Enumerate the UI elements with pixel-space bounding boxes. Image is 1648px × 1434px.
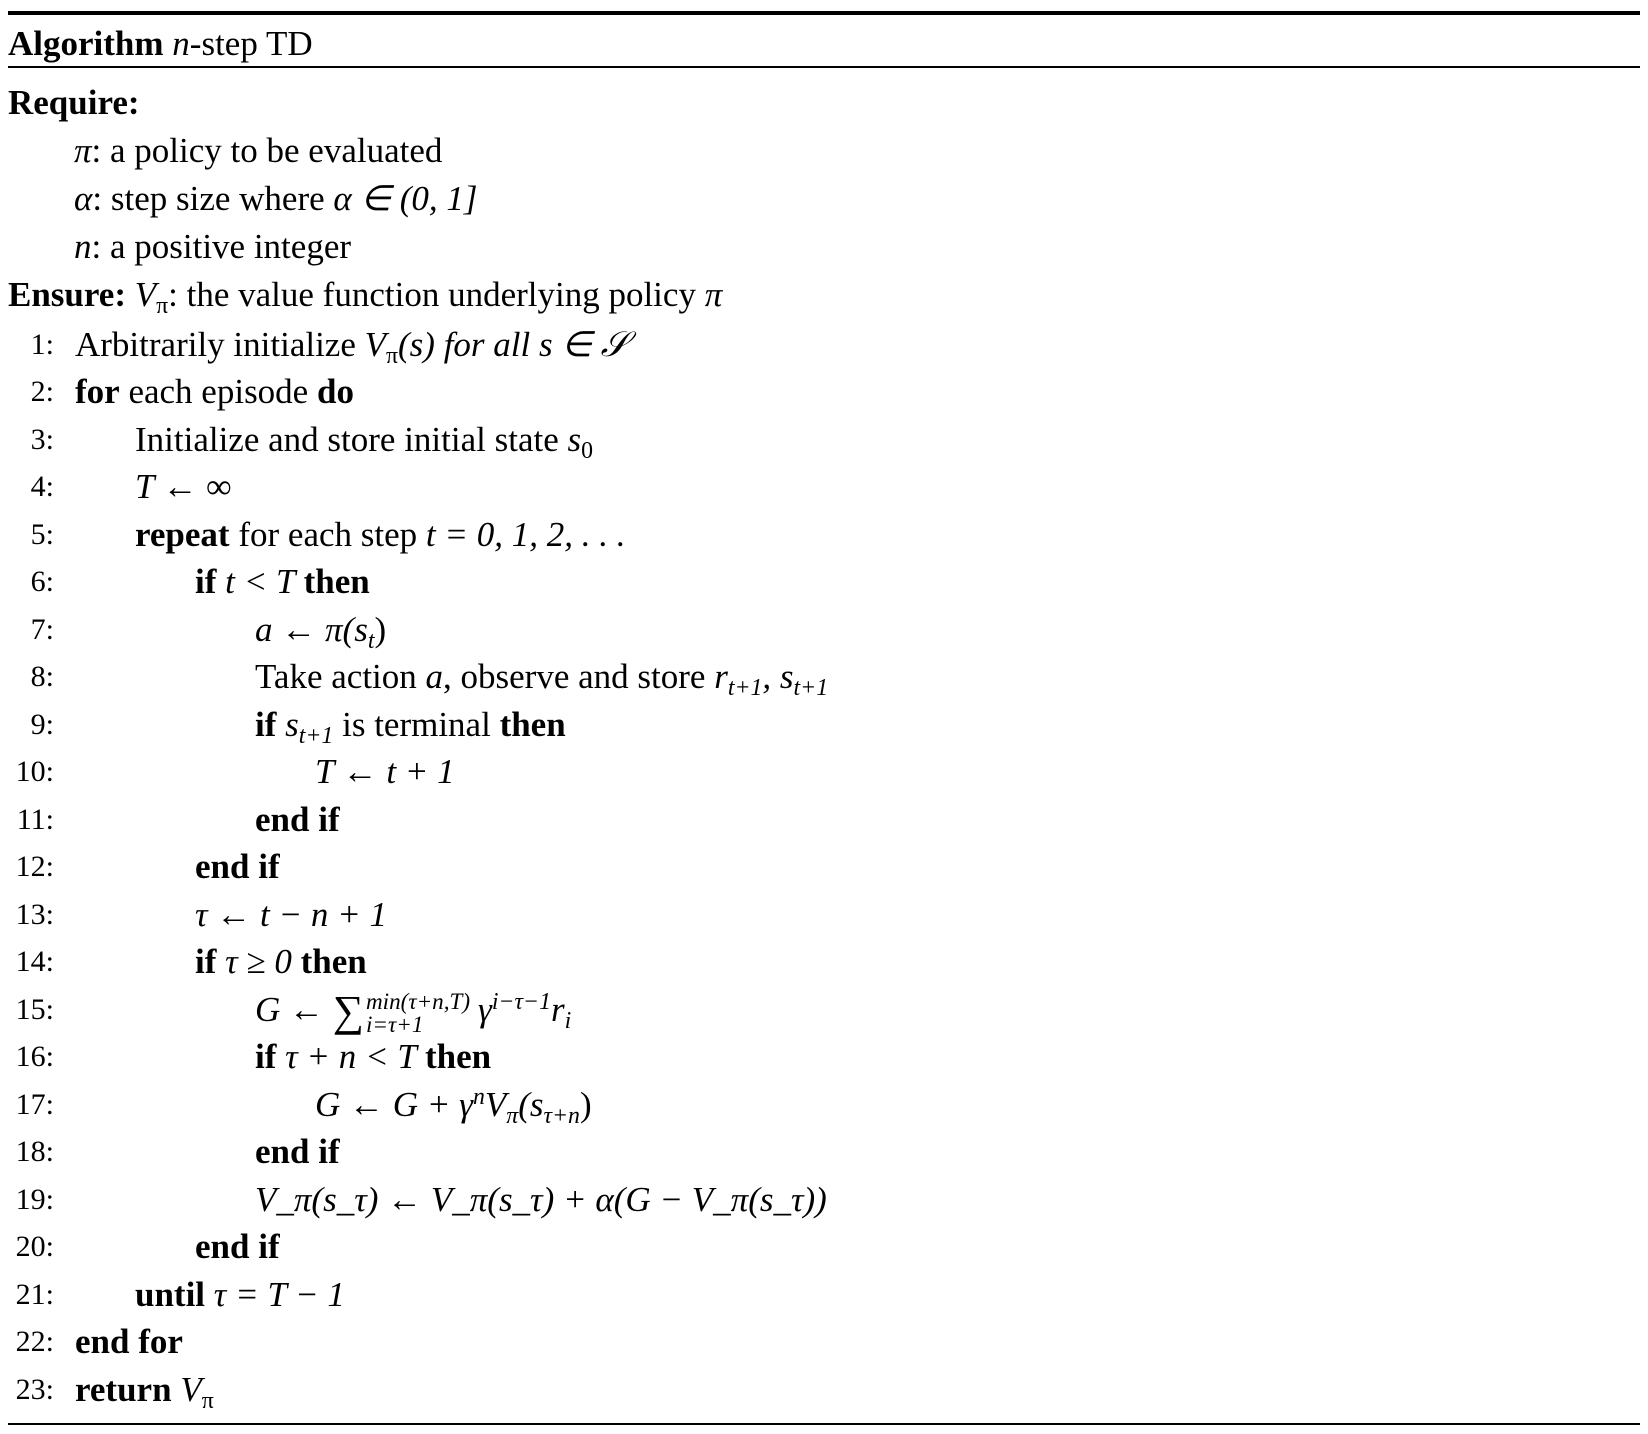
top-rule <box>8 11 1640 15</box>
algorithm-name: -step TD <box>189 24 313 63</box>
bottom-rule <box>8 1423 1640 1425</box>
value-update-expression: V_π(s_τ) ← V_π(s_τ) + α(G − V_π(s_τ)) <box>255 1180 827 1219</box>
header-rule <box>8 66 1640 68</box>
summation-icon: ∑ <box>332 987 364 1036</box>
algorithm-keyword: Algorithm <box>8 24 164 63</box>
